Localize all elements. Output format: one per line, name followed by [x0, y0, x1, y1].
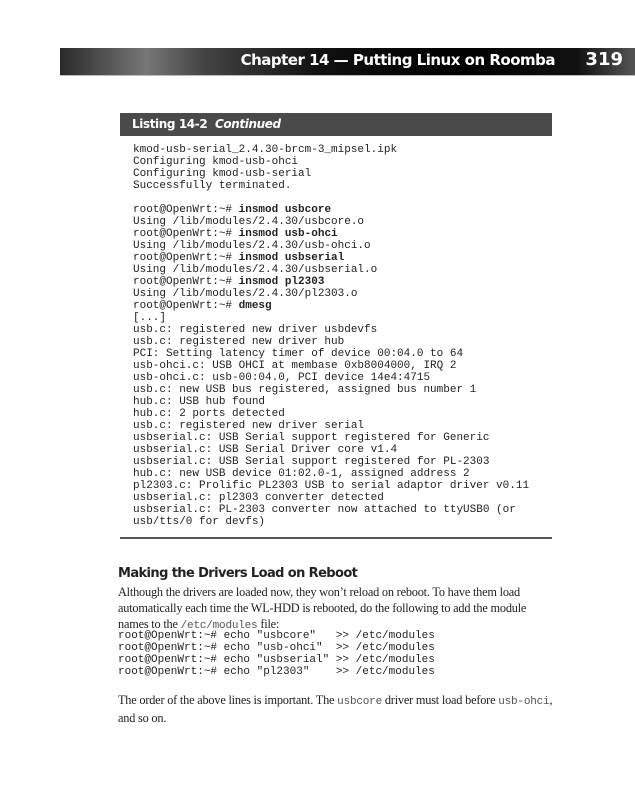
code-text: [...]: [133, 312, 167, 324]
code-command: insmod usbcore: [238, 204, 332, 216]
code-text: Configuring kmod-usb-ohci: [133, 156, 299, 168]
code-text: Using /lib/modules/2.4.30/usbserial.o: [133, 264, 378, 276]
code-text: hub.c: new USB device 01:02.0-1, assigned address 2: [133, 468, 470, 480]
code-text: usb.c: registered new driver serial: [133, 420, 365, 432]
code-line: [133, 228, 529, 240]
code-text: usb/tts/0 for devfs): [133, 516, 266, 528]
code-line: [133, 360, 529, 372]
code-line: [133, 492, 529, 504]
code-text: Configuring kmod-usb-serial: [133, 168, 312, 180]
code-text: hub.c: 2 ports detected: [133, 408, 285, 420]
code-line: [133, 192, 529, 204]
code-text: usb-ohci.c: usb-00:04.0, PCI device 14e4:4715: [133, 372, 431, 384]
code-line: [133, 204, 529, 216]
code-text: root@OpenWrt:~#: [133, 276, 239, 288]
text: The order of the above lines is important. The: [118, 693, 338, 707]
listing-label: Listing 14-2: [132, 117, 208, 131]
listing-caption-bar: [120, 113, 552, 136]
code-line: [133, 348, 529, 360]
code-line: [133, 372, 529, 384]
code-line: [133, 324, 529, 336]
code-text: Successfully terminated.: [133, 180, 292, 192]
code-text: usbserial.c: pl2303 converter detected: [133, 492, 384, 504]
code-listing: [133, 144, 529, 528]
code-line: [133, 240, 529, 252]
inline-code: /etc/modules: [180, 620, 258, 632]
code-line: [133, 216, 529, 228]
inline-code: usb-ohci: [498, 696, 550, 708]
code-text: usbserial.c: USB Serial support registered for PL-2303: [133, 456, 490, 468]
text: driver must load before: [381, 693, 499, 707]
code-line: root@OpenWrt:~# echo "usbserial" >> /etc/modules: [118, 654, 435, 666]
chapter-title: Chapter 14 — Putting Linux on Roomba: [240, 51, 555, 69]
code-text: Using /lib/modules/2.4.30/usb-ohci.o: [133, 240, 371, 252]
code-text: hub.c: USB hub found: [133, 396, 266, 408]
code-text: usb.c: new USB bus registered, assigned bus number 1: [133, 384, 477, 396]
code-line: [133, 444, 529, 456]
code-line: [133, 300, 529, 312]
code-text: root@OpenWrt:~#: [133, 252, 239, 264]
code-text: usbserial.c: USB Serial Driver core v1.4: [133, 444, 398, 456]
code-text: Using /lib/modules/2.4.30/usbcore.o: [133, 216, 365, 228]
code-line: root@OpenWrt:~# echo "usbcore" >> /etc/modules: [118, 630, 435, 642]
code-line: [133, 312, 529, 324]
code-command: insmod usbserial: [238, 252, 345, 264]
code-command: dmesg: [238, 300, 272, 312]
code-text: Using /lib/modules/2.4.30/pl2303.o: [133, 288, 358, 300]
code-text: root@OpenWrt:~#: [133, 300, 239, 312]
code-text: usb-ohci.c: USB OHCI at membase 0xb8004000, IRQ 2: [133, 360, 457, 372]
code-line: [133, 480, 529, 492]
code-line: [133, 336, 529, 348]
code-text: usbserial.c: USB Serial support registered for Generic: [133, 432, 490, 444]
code-line: root@OpenWrt:~# echo "pl2303" >> /etc/modules: [118, 666, 435, 678]
code-line: [133, 264, 529, 276]
listing-end-rule: [120, 537, 552, 539]
code-line: [133, 384, 529, 396]
code-text: root@OpenWrt:~#: [133, 228, 239, 240]
code-line: [133, 420, 529, 432]
code-line: [133, 504, 529, 516]
code-text: usb.c: registered new driver usbdevfs: [133, 324, 378, 336]
code-line: root@OpenWrt:~# echo "usb-ohci" >> /etc/modules: [118, 642, 435, 654]
code-line: [133, 468, 529, 480]
text: Although the drivers are loaded now, they won’t reload on reboot. To have them load automatically each time the WL-HDD is rebooted, do the following to add the module names to the: [118, 585, 527, 631]
text: , and so on.: [118, 693, 553, 725]
code-line: [133, 168, 529, 180]
section-heading: Making the Drivers Load on Reboot: [118, 566, 358, 581]
code-line: [133, 288, 529, 300]
code-line: [133, 276, 529, 288]
text: file:: [257, 617, 280, 631]
code-text: usbserial.c: PL-2303 converter now attached to ttyUSB0 (or: [133, 504, 516, 516]
code-text: PCI: Setting latency timer of device 00:04.0 to 64: [133, 348, 464, 360]
code-command: insmod usb-ohci: [238, 228, 338, 240]
code-line: [133, 144, 529, 156]
code-text: pl2303.c: Prolific PL2303 USB to serial adaptor driver v0.11: [133, 480, 530, 492]
inline-code: usbcore: [337, 696, 382, 708]
echo-commands: [118, 630, 435, 678]
code-command: insmod pl2303: [238, 276, 325, 288]
code-line: [133, 516, 529, 528]
code-line: [133, 408, 529, 420]
code-text: kmod-usb-serial_2.4.30-brcm-3_mipsel.ipk: [133, 144, 398, 156]
code-line: [133, 252, 529, 264]
code-text: usb.c: registered new driver hub: [133, 336, 345, 348]
running-header: [60, 48, 635, 76]
paragraph-order: [118, 692, 558, 726]
listing-continued: Continued: [215, 117, 281, 131]
code-line: [133, 432, 529, 444]
code-line: [133, 156, 529, 168]
code-line: [133, 456, 529, 468]
page-number: 319: [585, 49, 623, 70]
paragraph-intro: [118, 584, 558, 634]
code-line: [133, 180, 529, 192]
code-text: root@OpenWrt:~#: [133, 204, 239, 216]
code-line: [133, 396, 529, 408]
